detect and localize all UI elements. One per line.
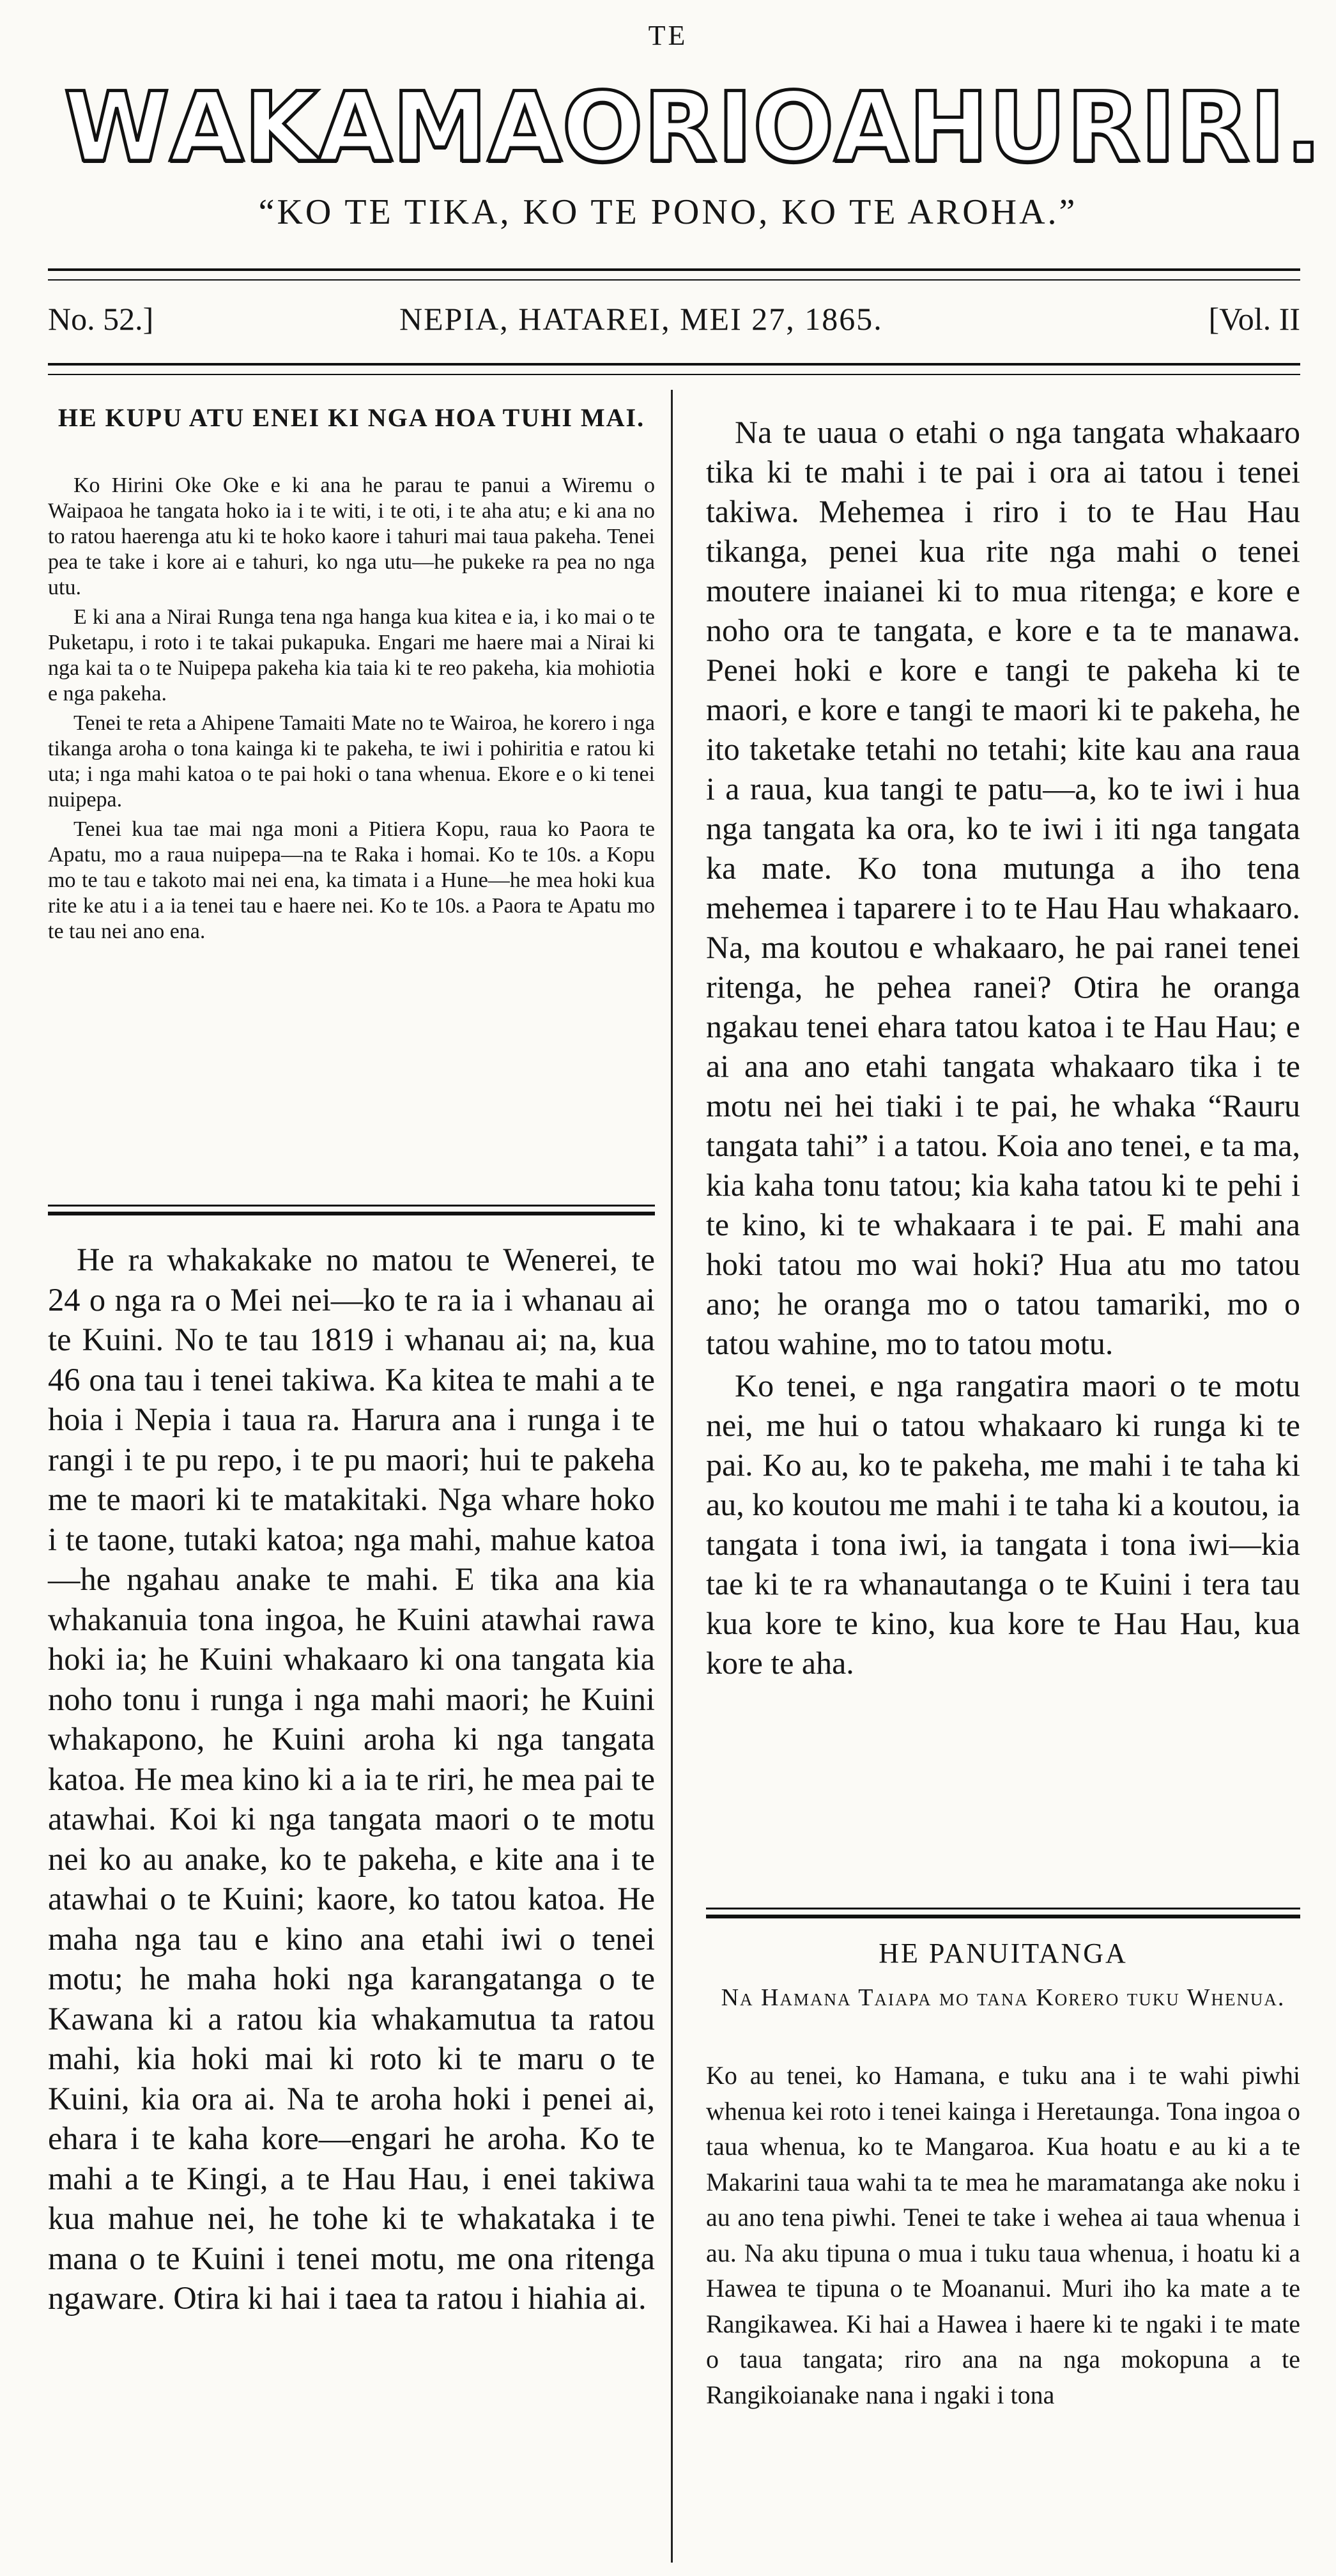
article-paragraph: Ko tenei, e nga rangatira maori o te motu nei, me hui o tatou whakaaro ki runga ki te pai. Ko au, ko te pakeha, me mahi i te taha ki au, ko koutou me mahi i te taha ki a koutou, ia tangata i tona iwi, ia tangata i tona iwi—kia tae ki te ra whanautanga o te Kuini i tera tau kua kore te kino, kua kore te Hau Hau, kua kore te aha.: [706, 1368, 1300, 1681]
title-letter: I: [1249, 72, 1286, 183]
title-letter: A: [169, 72, 244, 183]
section-rule-left: [48, 1205, 655, 1215]
title-letter: A: [834, 72, 909, 183]
article-paragraph: Na te uaua o etahi o nga tangata whakaaro tika ki te mahi i te pai i ora ai tatou i tenei takiwa. Mehemea i riro i to te Hau Hau tikanga, penei kua rite nga mahi o tenei moutere inaianei ki to mua ritenga; e kore e noho ora te tangata, e kore e ta te manawa. Penei hoki e kore e tangi te pakeha ki te maori, e kore e tangi te maori ki te pakeha, he ito taketake tetahi no tetahi; kite kau ana raua i a raua, kua tangi te patu—a, ko te iwi i hua nga tangata ka ora, ko te iwi i iti nga tangata ka mate. Ko tona mutunga a iho tena mehemea i taparere i to te Hau Hau whakaaro. Na, ma koutou e whakaaro, he pai ranei tenei ritenga, he pehea ranei? Otira he oranga ngakau tenei ehara tatou katoa i te Hau Hau; e ai ana ano etahi tangata whakaaro tika i te motu nei hei tiaki i te pai, he whaka “Rauru tangata tahi” i a tatou. Koia ano tenei, e ta ma, kia kaha tonu tatou; kia kaha tatou ki te pehi i te kino, ki te whakaara i te pai. E mahi ana hoki tatou mo wai hoki? Hua atu mo tatou ano; he oranga mo o tatou tamariki, mo o tatou wahine, mo to tatou motu.: [706, 414, 1300, 1361]
panuitanga-subheading: Na Hamana Taiapa mo tana Korero tuku Whenua.: [721, 1984, 1286, 2011]
section-rule-right: [706, 1908, 1300, 1918]
issue-number: No. 52.]: [48, 301, 154, 337]
title-letter: A: [318, 72, 392, 183]
notice-paragraph: Tenei te reta a Ahipene Tamaiti Mate no te Wairoa, he korero i nga tikanga aroha o tona kainga ki te pakeha, te iwi i pohiritia e ratou ki uta; i nga mahi katoa o te pai hoki o tana whenua. Ekore e o ki tenei nuipepa.: [48, 711, 655, 812]
masthead-title: [64, 72, 1322, 183]
article-right: [706, 412, 1300, 1685]
title-letter: R: [643, 72, 718, 183]
title-letter: H: [908, 72, 989, 183]
issue-volume: [Vol. II: [1208, 301, 1300, 337]
title-letter: U: [988, 72, 1067, 183]
title-letter: I: [717, 72, 753, 183]
notice-paragraph: Ko Hirini Oke Oke e ki ana he parau te panui a Wiremu o Waipaoa he tangata hoko ia i te witi, i te oti, i te aha atu; e ki ana no to ratou haerenga atu ki te hoko kaore i tahuri mai taua pakeha. Tenei pea te take i kore ai e tahuri, ko nga utu—he pukeke ra pea no nga utu.: [48, 474, 655, 599]
masthead-rule-top: [48, 268, 1300, 281]
title-letter: W: [64, 72, 170, 183]
article-paragraph: He ra whakakake no matou te Wenerei, te 24 o nga ra o Mei nei—ko te ra ia i whanau ai te Kuini. No te tau 1819 i whanau ai; na, kua 46 ona tau i tenei takiwa. Ka kitea te mahi a te hoia i Nepia i taua ra. Harura ana i runga i te rangi i te pu repo, i te pu maori; hui te pakeha me te maori ki te matakitaki. Nga whare hoko i te taone, tutaki katoa; nga mahi, mahue katoa—he ngahau anake te mahi. E tika ana kia whakanuia tona ingoa, he Kuini atawhai rawa hoki ia; he Kuini whakaaro ki ona tangata kia noho tonu i runga i nga mahi maori; he Kuini whakapono, he Kuini aroha ki nga tangata katoa. He mea kino ki a ia te riri, he mea pai te atawhai. Koi ki nga tangata maori o te motu nei ko au anake, ko te pakeha, e kite ana i te atawhai o te Kuini; kaore, ko tatou katoa. He maha nga tau e kino ana etahi iwi o tenei motu; he maha hoki nga karangatanga o te Kawana ki a ratou kia whakamutua ta ratou mahi, kia hoki mai ki roto ki te maru o te Kuini, kia ora ai. Na te aroha hoki i penei ai, ehara i te kaha kore—engari he aroha. Ko te mahi a te Kingi, a te Hau Hau, i enei takiwa kua mahue nei, he tohe ki te whakataka i te mana o te Kuini i tenei motu, me ona ritenga ngaware. Otira ki hai i taea ta ratou i hiahia ai.: [48, 1242, 655, 2316]
issue-place-date: NEPIA, HATAREI, MEI 27, 1865.: [399, 301, 883, 337]
title-letter: O: [562, 72, 643, 183]
masthead-rule-bottom: [48, 363, 1300, 375]
panuitanga-heading: HE PANUITANGA: [879, 1938, 1128, 1969]
notice-body: [48, 473, 655, 948]
title-letter: .: [1285, 72, 1322, 183]
panuitanga-body: [706, 2058, 1300, 2412]
issue-line: [48, 300, 1300, 345]
title-letter: M: [392, 72, 488, 183]
notice-paragraph: Tenei kua tae mai nga moni a Pitiera Kopu, raua ko Paora te Apatu, mo a raua nuipepa—na te Raka i homai. Ko te 10s. a Kopu mo te tau e takoto mai nei ena, ka timata i a Hune—he mea hoki kua rite ke atu i a ia tenei tau e haere nei. Ko te 10s. a Paora te Apatu mo te tau nei ano ena.: [48, 817, 655, 943]
title-letter: R: [1176, 72, 1250, 183]
notice-heading: HE KUPU ATU ENEI KI NGA HOA TUHI MAI.: [58, 403, 645, 432]
masthead-te: TE: [648, 20, 688, 51]
title-letter: I: [1140, 72, 1176, 183]
title-letter: R: [1066, 72, 1140, 183]
title-letter: O: [753, 72, 834, 183]
panuitanga-paragraph: Ko au tenei, ko Hamana, e tuku ana i te wahi piwhi whenua kei roto i tenei kainga i Heretaunga. Tona ingoa o taua whenua, ko te Mangaroa. Kua hoatu e au ki a te Makarini taua wahi ta te mea he maramatanga ake noku i au ano tena piwhi. Tenei te take i wehea ai taua whenua i au. Na aku tipuna o mua i tuku taua whenua, i hoatu ki a Hawea te tipuna o te Moananui. Muri iho ka mate a te Rangikawea. Ki hai a Hawea i haere ki te ngaki i te mate o taua tangata; riro ana na nga mokopuna a te Rangikoianake nana i ngaki i tona: [706, 2061, 1300, 2409]
notice-paragraph: E ki ana a Nirai Runga tena nga hanga kua kitea e ia, i ko mai o te Puketapu, i roto i te takai pukapuka. Engari me haere mai a Nirai ki nga kai ta o te Nuipepa pakeha kia taia ki te reo pakeha, kia mohiotia e nga pakeha.: [48, 605, 655, 706]
column-divider: [671, 390, 673, 2563]
title-letter: A: [488, 72, 562, 183]
article-left: [48, 1240, 655, 2318]
masthead-motto: “KO TE TIKA, KO TE PONO, KO TE AROHA.”: [258, 192, 1078, 232]
title-letter: K: [243, 72, 318, 183]
